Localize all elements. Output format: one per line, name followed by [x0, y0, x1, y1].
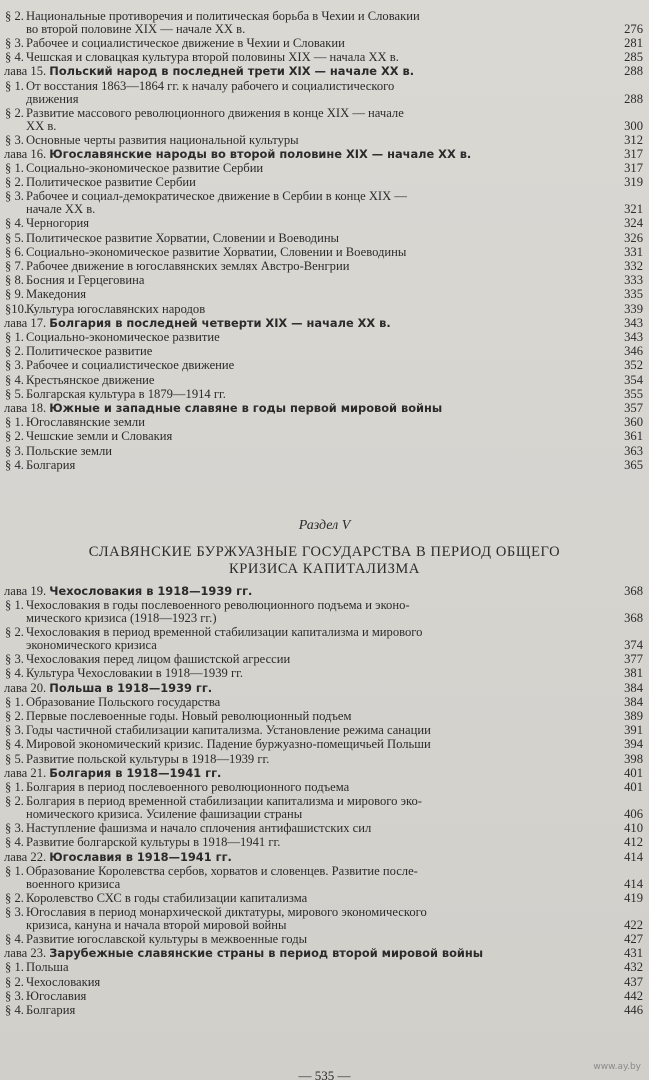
entry-title: Годы частичной стабилизации капитализма. Установление режима санации: [26, 723, 431, 738]
chapter-prefix: лава 21.: [4, 765, 47, 780]
paragraph-number: § 5.: [5, 751, 24, 766]
entry-title: Крестьянское движение: [26, 372, 155, 387]
entry-title: Мировой экономический кризис. Падение буржуазно-помещичьей Польши: [26, 737, 431, 752]
entry-title: Болгарская культура в 1879—1914 гг.: [26, 386, 226, 401]
entry-page-number: 384: [624, 680, 643, 695]
entry-page-number: 422: [624, 918, 643, 932]
entry-title: Основные черты развития национальной культуры: [26, 132, 299, 147]
entry-title: Национальные противоречия и политическая борьба в Чехии и Словакии: [26, 9, 420, 23]
chapter-title: [4, 767, 221, 780]
entry-title-continued: XX в.: [26, 118, 57, 133]
entry-title: Образование Польского государства: [26, 694, 221, 709]
entry-page-number: 333: [624, 273, 643, 288]
entry-page-number: 381: [624, 666, 643, 681]
watermark: www.ay.by: [593, 1062, 641, 1072]
chapter-title: [4, 585, 252, 598]
paragraph-number: § 1.: [5, 780, 24, 794]
chapter-prefix: лава 16.: [4, 146, 47, 161]
entry-title-continued: кризиса, кануна и начала второй мировой войны: [26, 918, 287, 932]
entry-page-number: 398: [624, 751, 643, 766]
chapter-title: [4, 317, 391, 330]
entry-page-number: 288: [624, 91, 643, 106]
entry-page-number: 419: [624, 890, 643, 905]
entry-page-number: 368: [624, 611, 643, 626]
entry-page-number: 331: [624, 244, 643, 259]
entry-page-number: 410: [624, 821, 643, 836]
paragraph-number: § 1.: [5, 863, 24, 878]
entry-title-continued: движения: [26, 91, 79, 106]
chapter-name: Чехословакия в 1918—1939 гг.: [49, 584, 253, 598]
chapter-prefix: лава 15.: [4, 64, 47, 79]
paragraph-number: § 1.: [5, 330, 24, 344]
paragraph-number: § 3.: [5, 723, 24, 738]
paragraph-number: § 4.: [5, 835, 24, 850]
entry-title: Политическое развитие: [26, 344, 153, 359]
paragraph-number: § 7.: [5, 259, 24, 273]
paragraph-number: § 1.: [5, 415, 24, 430]
entry-title: Социально-экономическое развитие Хорватии, Словении и Воеводины: [26, 244, 407, 259]
entry-page-number: 361: [624, 429, 643, 444]
entry-page-number: 431: [624, 946, 643, 961]
chapter-prefix: лава 19.: [4, 584, 47, 598]
entry-title: Наступление фашизма и начало сплочения антифашистских сил: [26, 821, 372, 836]
entry-page-number: 414: [624, 876, 643, 891]
entry-page-number: 394: [624, 737, 643, 752]
entry-title: Развитие югославской культуры в межвоенные годы: [26, 932, 308, 946]
entry-title: Югославия: [26, 988, 87, 1003]
entry-title: Чехословакия в период временной стабилизации капитализма и мирового: [26, 625, 423, 640]
entry-title: Босния и Герцеговина: [26, 273, 145, 288]
entry-title: Чехословакия перед лицом фашистской агрессии: [26, 652, 291, 667]
entry-page-number: 339: [624, 301, 643, 316]
entry-page-number: 412: [624, 835, 643, 850]
entry-title: Развитие массового революционного движения в конце XIX — начале: [26, 105, 404, 120]
entry-title: Рабочее движение в югославянских землях Австро-Венгрии: [26, 259, 350, 273]
paragraph-number: § 2.: [5, 709, 24, 723]
entry-page-number: 360: [624, 415, 643, 430]
paragraph-number: § 3.: [5, 988, 24, 1003]
entry-page-number: 300: [624, 118, 643, 133]
chapter-name: Югославянские народы во второй половине XIX — начале XX в.: [49, 146, 472, 161]
entry-page-number: 319: [624, 175, 643, 190]
entry-title: Македония: [26, 287, 86, 302]
entry-title-continued: во второй половине XIX — начале XX в.: [26, 22, 246, 36]
entry-page-number: 446: [624, 1003, 643, 1017]
chapter-title: [4, 148, 471, 161]
entry-page-number: 406: [624, 807, 643, 822]
paragraph-number: § 1.: [5, 598, 24, 613]
entry-title: Первые послевоенные годы. Новый революционный подъем: [26, 709, 352, 723]
chapter-name: Болгария в 1918—1941 гг.: [49, 765, 222, 780]
entry-page-number: 346: [624, 344, 643, 359]
entry-title: Культура югославянских народов: [26, 301, 206, 316]
entry-page-number: 355: [624, 386, 643, 401]
entry-page-number: 335: [624, 287, 643, 302]
chapter-name: Болгария в последней четверти XIX — начале XX в.: [49, 315, 391, 330]
entry-page-number: 384: [624, 694, 643, 709]
paragraph-number: § 2.: [5, 429, 24, 444]
paragraph-number: § 5.: [5, 386, 24, 401]
paragraph-number: § 3.: [5, 443, 24, 458]
entry-title: Рабочее и социалистическое движение в Чехии и Словакии: [26, 36, 345, 50]
entry-page-number: 365: [624, 457, 643, 472]
entry-title: Социально-экономическое развитие Сербии: [26, 161, 264, 175]
entry-title: Чехословакия в годы послевоенного революционного подъема и эконо-: [26, 598, 410, 613]
entry-page-number: 312: [624, 132, 643, 147]
entry-page-number: 332: [624, 259, 643, 273]
entry-page-number: 276: [624, 22, 643, 36]
paragraph-number: § 3.: [5, 189, 24, 204]
paragraph-number: § 2.: [5, 794, 24, 809]
paragraph-number: § 9.: [5, 287, 24, 302]
paragraph-number: § 2.: [5, 625, 24, 640]
section-title-line-2: КРИЗИСА КАПИТАЛИЗМА: [228, 561, 420, 577]
entry-title: Чешские земли и Словакия: [26, 429, 173, 444]
entry-title: Рабочее и социал-демократическое движение в Сербии в конце XIX —: [26, 189, 407, 204]
chapter-name: Зарубежные славянские страны в период второй мировой войны: [49, 946, 484, 961]
entry-page-number: 414: [624, 849, 643, 864]
entry-page-number: 285: [624, 50, 643, 65]
entry-title: Югославия в период монархической диктатуры, мирового экономического: [26, 905, 427, 919]
entry-page-number: 377: [624, 652, 643, 667]
paragraph-number: § 2.: [5, 175, 24, 190]
paragraph-number: § 1.: [5, 161, 24, 175]
paragraph-number: § 4.: [5, 216, 24, 231]
entry-page-number: 343: [624, 330, 643, 344]
chapter-prefix: лава 18.: [4, 401, 47, 415]
paragraph-number: § 3.: [5, 358, 24, 373]
paragraph-number: § 4.: [5, 737, 24, 752]
chapter-name: Польша в 1918—1939 гг.: [49, 680, 213, 695]
entry-page-number: 354: [624, 372, 643, 387]
section-label: Раздел V: [298, 518, 351, 533]
entry-page-number: 357: [624, 401, 643, 415]
entry-title: Политическое развитие Сербии: [26, 175, 196, 190]
entry-title: Образование Королевства сербов, хорватов и словенцев. Развитие после-: [26, 863, 418, 878]
entry-title: Рабочее и социалистическое движение: [26, 358, 235, 373]
paragraph-number: § 1.: [5, 960, 24, 975]
paragraph-number: § 4.: [5, 932, 24, 946]
paragraph-number: § 2.: [5, 974, 24, 989]
entry-title: Польша: [26, 960, 69, 975]
entry-title: Черногория: [26, 216, 90, 231]
chapter-prefix: лава 23.: [4, 946, 47, 961]
paragraph-number: § 5.: [5, 230, 24, 245]
entry-title: Культура Чехословакии в 1918—1939 гг.: [26, 666, 244, 681]
chapter-name: Южные и западные славяне в годы первой мировой войны: [49, 401, 443, 415]
entry-page-number: 324: [624, 216, 643, 231]
entry-title-continued: военного кризиса: [26, 876, 121, 891]
chapter-name: Югославия в 1918—1941 гг.: [49, 849, 232, 864]
paragraph-number: § 1.: [5, 694, 24, 709]
entry-title: Политическое развитие Хорватии, Словении и Воеводины: [26, 230, 340, 245]
entry-title: Болгария в период временной стабилизации капитализма и мирового эко-: [26, 794, 422, 809]
paragraph-number: § 4.: [5, 666, 24, 681]
section-heading: [0, 518, 649, 578]
paragraph-number: § 4.: [5, 372, 24, 387]
chapter-title: [4, 851, 232, 864]
paragraph-number: § 2.: [5, 105, 24, 120]
entry-page-number: 326: [624, 230, 643, 245]
chapter-title: [4, 402, 442, 415]
entry-page-number: 389: [624, 709, 643, 723]
entry-title: От восстания 1863—1864 гг. к началу рабочего и социалистического: [26, 78, 395, 93]
chapter-prefix: лава 20.: [4, 680, 47, 695]
entry-page-number: 432: [624, 960, 643, 975]
paragraph-number: § 2.: [5, 9, 24, 23]
chapter-title: [4, 65, 414, 78]
entry-page-number: 401: [624, 780, 643, 794]
entry-page-number: 368: [624, 584, 643, 598]
entry-title-continued: номического кризиса. Усиление фашизации страны: [26, 807, 303, 822]
entry-title: Болгария: [26, 457, 76, 472]
entry-page-number: 437: [624, 974, 643, 989]
chapter-prefix: лава 17.: [4, 315, 47, 330]
entry-page-number: 321: [624, 202, 643, 217]
paragraph-number: § 3.: [5, 132, 24, 147]
entry-page-number: 363: [624, 443, 643, 458]
entry-page-number: 343: [624, 315, 643, 330]
paragraph-number: § 3.: [5, 821, 24, 836]
entry-title: Королевство СХС в годы стабилизации капитализма: [26, 890, 308, 905]
entry-page-number: 401: [624, 765, 643, 780]
paragraph-number: § 6.: [5, 244, 24, 259]
paragraph-number: § 3.: [5, 905, 24, 919]
section-title-line-1: СЛАВЯНСКИЕ БУРЖУАЗНЫЕ ГОСУДАРСТВА В ПЕРИОД ОБЩЕГО: [88, 544, 561, 560]
chapter-title: [4, 682, 212, 695]
entry-title: Развитие болгарской культуры в 1918—1941 гг.: [26, 835, 281, 850]
paragraph-number: § 2.: [5, 344, 24, 359]
paragraph-number: § 1.: [5, 78, 24, 93]
entry-page-number: 442: [624, 988, 643, 1003]
entry-title: Болгария: [26, 1003, 76, 1017]
paragraph-number: § 4.: [5, 457, 24, 472]
paragraph-number: § 2.: [5, 890, 24, 905]
entry-title-continued: экономического кризиса: [26, 638, 157, 653]
entry-page-number: 281: [624, 36, 643, 50]
entry-title: Чешская и словацкая культура второй половины XIX — начала XX в.: [26, 50, 399, 65]
paragraph-number: § 8.: [5, 273, 24, 288]
entry-title-continued: начале XX в.: [26, 202, 96, 217]
entry-page-number: 374: [624, 638, 643, 653]
page-number: — 535 —: [298, 1068, 351, 1080]
entry-page-number: 352: [624, 358, 643, 373]
entry-page-number: 317: [624, 161, 643, 175]
entry-title: Развитие польской культуры в 1918—1939 гг.: [26, 751, 270, 766]
entry-title-continued: мического кризиса (1918—1923 гг.): [26, 611, 217, 626]
chapter-name: Польский народ в последней трети XIX — начале XX в.: [49, 64, 415, 79]
paragraph-number: §10.: [5, 301, 28, 316]
paragraph-number: § 3.: [5, 652, 24, 667]
entry-title: Социально-экономическое развитие: [26, 330, 220, 344]
entry-title: Югославянские земли: [26, 415, 145, 430]
entry-page-number: 427: [624, 932, 643, 946]
chapter-prefix: лава 22.: [4, 849, 47, 864]
entry-page-number: 288: [624, 64, 643, 79]
entry-page-number: 391: [624, 723, 643, 738]
entry-page-number: 317: [624, 146, 643, 161]
entry-title: Чехословакия: [26, 974, 101, 989]
entry-title: Болгария в период послевоенного революционного подъема: [26, 780, 350, 794]
chapter-title: [4, 947, 483, 960]
entry-title: Польские земли: [26, 443, 112, 458]
paragraph-number: § 3.: [5, 36, 24, 50]
paragraph-number: § 4.: [5, 1003, 24, 1017]
paragraph-number: § 4.: [5, 50, 24, 65]
